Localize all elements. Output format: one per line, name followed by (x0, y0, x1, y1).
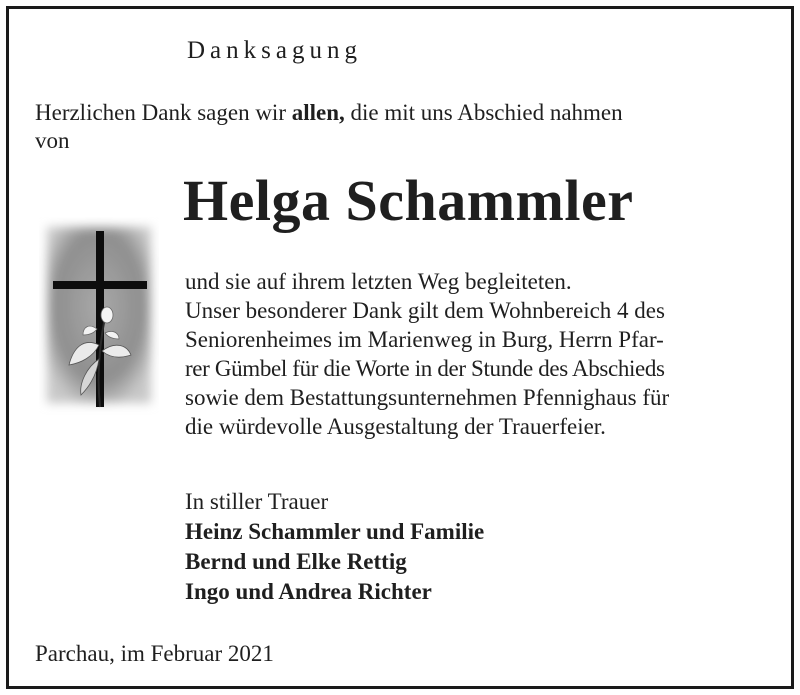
thanks-line: Seniorenheimes im Marienweg in Burg, Herrn Pfar- (185, 327, 664, 352)
thanks-line: sowie dem Bestattungsunternehmen Pfennighaus für (185, 385, 670, 410)
intro-text-end: die mit uns Abschied nahmen (344, 100, 623, 125)
deceased-name: Helga Schammler (183, 168, 634, 233)
signatory: Ingo und Andrea Richter (185, 579, 432, 604)
intro-text-start: Herzlichen Dank sagen wir (35, 100, 292, 125)
obituary-notice (6, 6, 794, 689)
intro-text-line2: von (35, 128, 70, 153)
intro-text-bold: allen, (291, 100, 345, 125)
mourning-label: In stiller Trauer (185, 489, 329, 514)
mourners-block (185, 487, 484, 607)
cross-with-lily-icon (39, 217, 159, 417)
place-date: Parchau, im Februar 2021 (35, 641, 274, 666)
thanks-line: die würdevolle Ausgestaltung der Trauerfeier. (185, 414, 606, 439)
thanks-line: Unser besonderer Dank gilt dem Wohnbereich 4 des (185, 298, 665, 323)
signatory: Bernd und Elke Rettig (185, 549, 407, 574)
signatory: Heinz Schammler und Familie (185, 519, 485, 544)
notice-title: Danksagung (187, 37, 362, 64)
thanks-text (185, 267, 775, 441)
thanks-line: rer Gümbel für die Worte in der Stunde des Abschieds (185, 356, 665, 381)
intro-text (35, 99, 775, 155)
thanks-line: und sie auf ihrem letzten Weg begleiteten. (185, 269, 572, 294)
